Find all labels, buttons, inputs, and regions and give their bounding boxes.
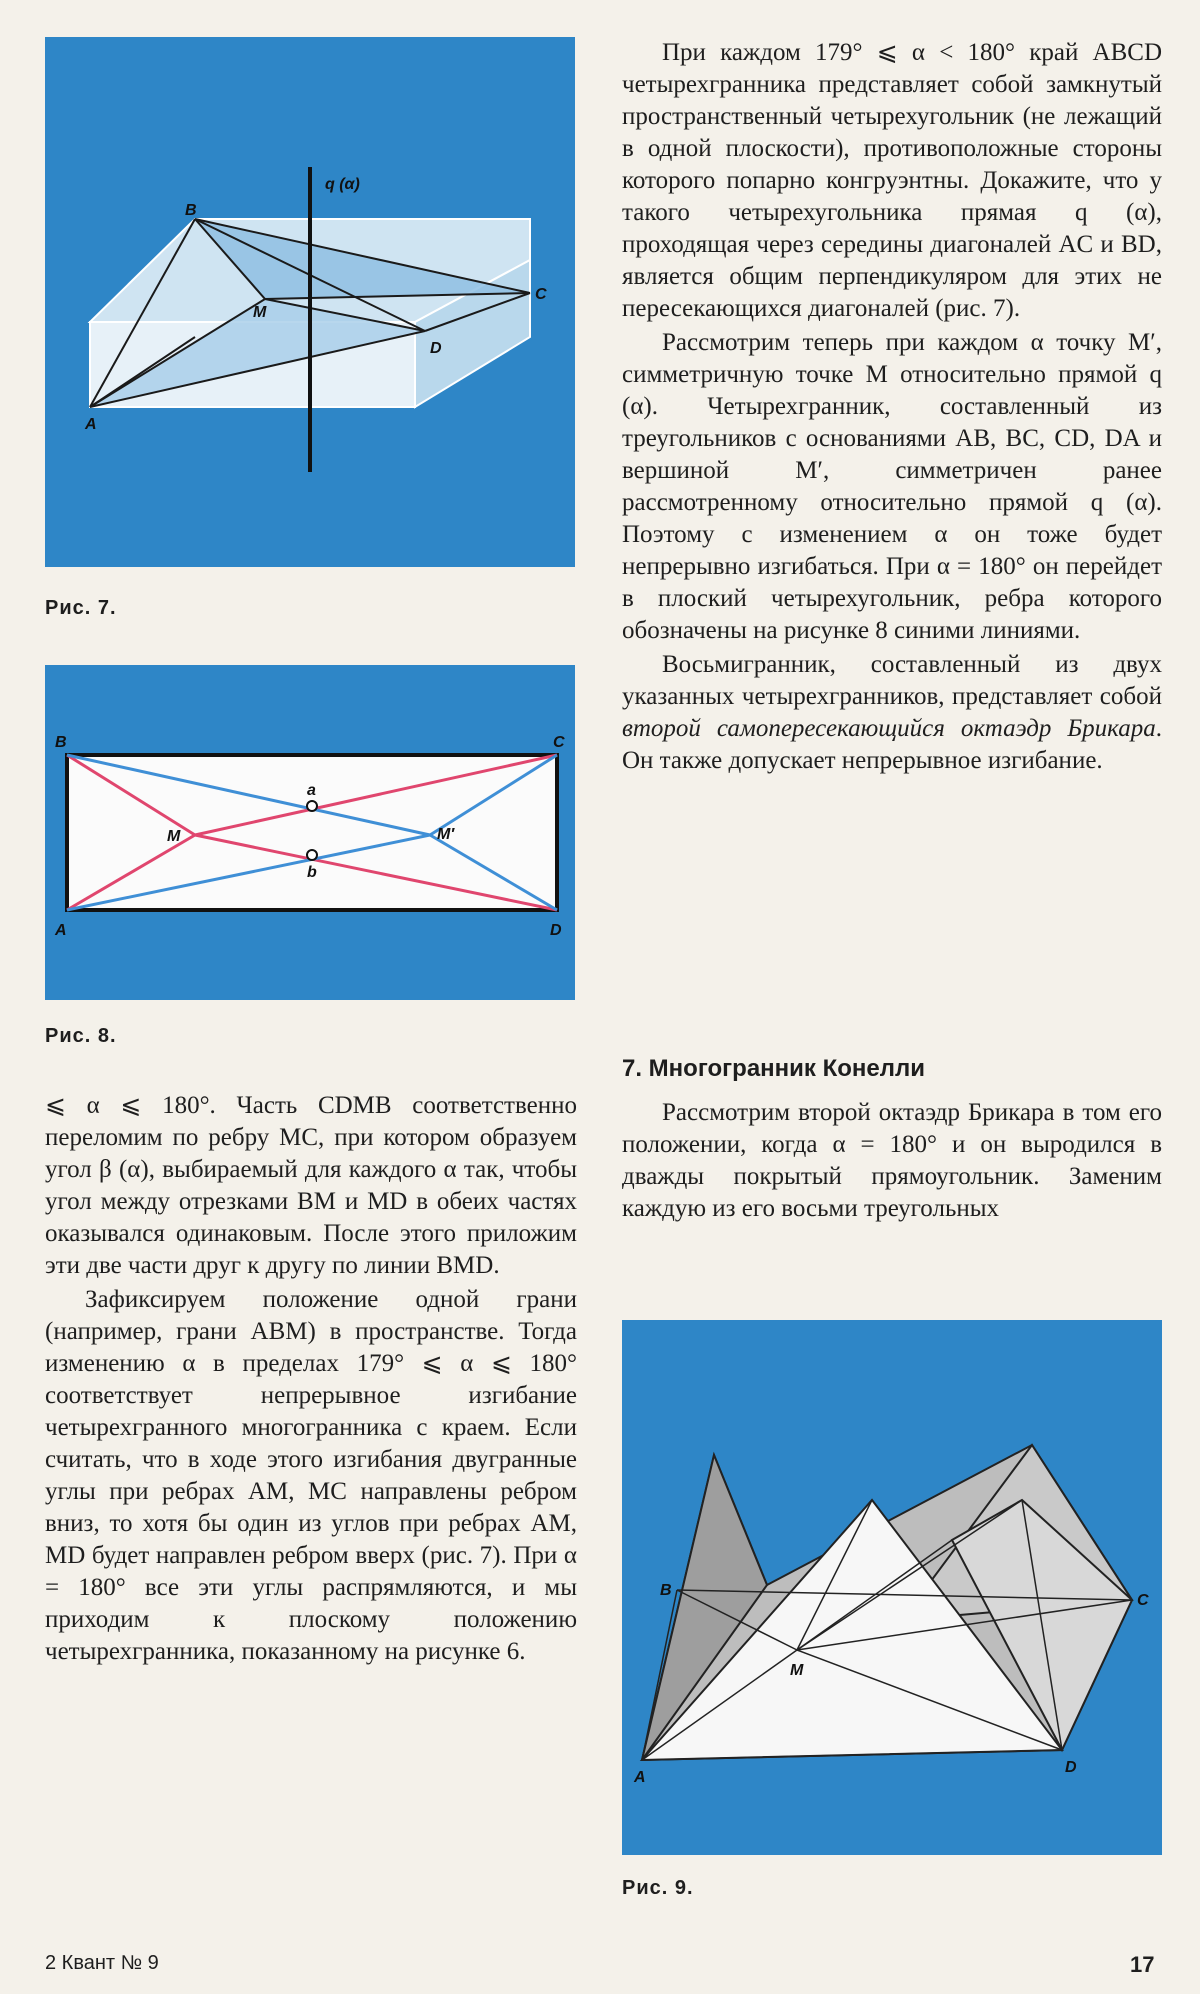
figure-8-drawing: [45, 665, 575, 1000]
p3-end: . Он также допускает непрерывное изгибание.: [622, 715, 1162, 774]
left-column: [45, 1090, 577, 1670]
label-q: q (α): [325, 176, 360, 193]
figure-8-caption: Рис. 8.: [45, 1025, 117, 1047]
figure-8: [45, 665, 575, 1000]
figure-9-drawing: [622, 1320, 1162, 1855]
right-paragraph-4: Рассмотрим второй октаэдр Брикара в том его положении, когда α = 180° и он выродился в дважды покрытый прямоугольник. Заменим каждую из его восьми треугольных: [622, 1099, 1162, 1222]
footer-issue: 2 Квант № 9: [45, 1952, 159, 1974]
figure-7-caption: Рис. 7.: [45, 597, 117, 619]
right-column-bottom: [622, 1097, 1162, 1227]
p3-emphasis: второй самопересекающийся октаэдр Брикара: [622, 715, 1156, 742]
label-A: A: [85, 416, 97, 433]
label-C: C: [535, 286, 547, 303]
p3-start: Восьмигранник, составленный из двух указанных четырехгранников, представляет собой: [622, 651, 1162, 710]
label-B: B: [185, 202, 197, 219]
page-number: 17: [1130, 1952, 1155, 1977]
left-paragraph-2: Зафиксируем положение одной грани (например, грани ABM) в пространстве. Тогда изменению α в пределах 179° ⩽ α ⩽ 180° соответствует непрерывное изгибание четырехгранного многогранника с краем. Если считать, что в ходе этого изгибания двугранные углы при ребрах AM, MC направлены ребром вниз, то хотя бы один из углов при ребрах AM, MD будет направлен ребром вверх (рис. 7). При α = 180° все эти углы распрямляются, и мы приходим к плоскому положению четырехгранника, показанному на рисунке 6.: [45, 1286, 577, 1665]
right-paragraph-2: Рассмотрим теперь при каждом α точку M′, симметричную точке M относительно прямой q (α). Четырехгранник, составленный из треугольников с основаниями AB, BC, CD, DA и вершиной M′, симметричен ранее рассмотренному относительно прямой q (α). Поэтому с изменением α он тоже будет непрерывно изгибаться. При α = 180° он перейдет в плоский четырехугольник, ребра которого обозначены на рисунке 8 синими линиями.: [622, 329, 1162, 644]
label-M: M: [790, 1662, 804, 1679]
label-C: C: [553, 734, 565, 751]
label-A: A: [634, 1769, 646, 1786]
section-heading: 7. Многогранник Конелли: [622, 1055, 925, 1082]
label-C: C: [1137, 1592, 1149, 1609]
label-b: b: [307, 864, 317, 881]
label-B: B: [55, 734, 67, 751]
label-D: D: [550, 922, 562, 939]
figure-9-caption: Рис. 9.: [622, 1877, 694, 1899]
figure-7-drawing: [45, 37, 575, 567]
left-paragraph-1: ⩽ α ⩽ 180°. Часть CDMB соответственно переломим по ребру MC, при котором образуем угол β (α), выбираемый для каждого α так, чтобы угол между отрезками BM и MD в обеих частях оказывался одинаковым. После этого приложим эти две части друг к другу по линии BMD.: [45, 1092, 577, 1279]
label-a: a: [307, 782, 316, 799]
right-paragraph-3: [622, 649, 1162, 777]
label-M: M: [253, 304, 267, 321]
right-paragraph-1: При каждом 179° ⩽ α < 180° край ABCD четырехгранника представляет собой замкнутый пространственный четырехугольник (не лежащий в одной плоскости), противоположные стороны которого попарно конгруэнтны. Докажите, что у такого четырехугольника прямая q (α), проходящая через середины диагоналей AC и BD, является общим перпендикуляром для этих не пересекающихся диагоналей (рис. 7).: [622, 39, 1162, 322]
label-D: D: [1065, 1759, 1077, 1776]
label-M: M: [167, 828, 181, 845]
label-D: D: [430, 340, 442, 357]
label-M-prime: M′: [437, 826, 455, 843]
point-b: [307, 850, 317, 860]
right-column-top: [622, 37, 1162, 779]
point-a: [307, 801, 317, 811]
figure-7: [45, 37, 575, 567]
figure-9: [622, 1320, 1162, 1855]
rectangle-abcd: [67, 755, 557, 910]
label-A: A: [55, 922, 67, 939]
label-B: B: [660, 1582, 672, 1599]
